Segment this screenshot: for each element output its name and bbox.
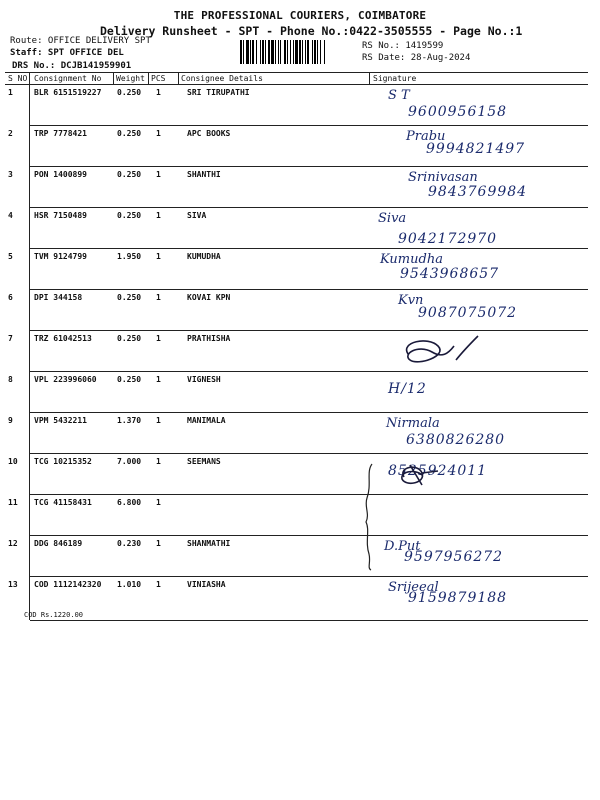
row-consignment-number: VPM 5432211 xyxy=(34,416,87,425)
column-divider xyxy=(369,72,370,84)
row-divider xyxy=(30,576,588,577)
row-divider xyxy=(30,494,588,495)
row-consignment-number: TCG 41158431 xyxy=(34,498,92,507)
signature-phone: 9042172970 xyxy=(398,231,498,247)
signature-name: Nirmala xyxy=(386,416,440,431)
row-pcs: 1 xyxy=(156,580,161,589)
signature-phone: 9600956158 xyxy=(408,104,508,120)
signature-name: Siva xyxy=(378,211,407,226)
row-pcs: 1 xyxy=(156,334,161,343)
table-header-rule xyxy=(5,84,588,85)
row-sno: 7 xyxy=(8,334,13,343)
signature-phone: 6380826280 xyxy=(406,432,506,448)
signature-cell xyxy=(368,250,588,288)
signature-name: D.Put xyxy=(384,539,421,554)
header-sno: S NO xyxy=(8,74,28,83)
row-pcs: 1 xyxy=(156,252,161,261)
signature-cell xyxy=(368,414,588,452)
row-sno: 8 xyxy=(8,375,13,384)
row-pcs: 1 xyxy=(156,498,161,507)
signature-name: Srinivasan xyxy=(408,170,478,185)
row-consignee: SIVA xyxy=(187,211,207,220)
barcode-image xyxy=(240,40,354,64)
header-pcs: PCS xyxy=(151,74,166,83)
row-weight: 0.250 xyxy=(117,375,142,384)
row-divider xyxy=(30,620,588,621)
row-pcs: 1 xyxy=(156,457,161,466)
row-weight: 0.250 xyxy=(117,129,142,138)
rs-number: RS No.: 1419599 xyxy=(362,41,444,51)
row-pcs: 1 xyxy=(156,170,161,179)
row-sno: 10 xyxy=(8,457,18,466)
row-pcs: 1 xyxy=(156,539,161,548)
row-divider xyxy=(30,289,588,290)
row-consignment-number: PON 1400899 xyxy=(34,170,87,179)
row-consignee: SRI TIRUPATHI xyxy=(187,88,250,97)
row-sno: 1 xyxy=(8,88,13,97)
row-consignment-number: VPL 223996060 xyxy=(34,375,97,384)
drs-number: DRS No.: DCJB141959901 xyxy=(12,61,132,71)
row-weight: 1.950 xyxy=(117,252,142,261)
cod-amount-note: COD Rs.1220.00 xyxy=(24,611,84,619)
row-divider xyxy=(30,125,588,126)
signature-cell xyxy=(368,86,588,124)
row-weight: 0.250 xyxy=(117,334,142,343)
row-pcs: 1 xyxy=(156,88,161,97)
row-divider xyxy=(30,371,588,372)
row-pcs: 1 xyxy=(156,129,161,138)
row-pcs: 1 xyxy=(156,293,161,302)
signature-cell xyxy=(368,168,588,206)
row-consignment-number: BLR 6151519227 xyxy=(34,88,102,97)
signature-name: Prabu xyxy=(406,129,446,144)
row-consignee: SHANTHI xyxy=(187,170,221,179)
column-divider xyxy=(113,72,114,84)
signature-phone: H/12 xyxy=(388,381,427,397)
signature-scribble xyxy=(398,332,488,372)
signature-cell xyxy=(368,537,588,575)
signature-scribble xyxy=(392,455,482,495)
row-divider xyxy=(30,535,588,536)
row-sno: 11 xyxy=(8,498,18,507)
row-sno: 13 xyxy=(8,580,18,589)
row-sno: 4 xyxy=(8,211,13,220)
signature-name: Kumudha xyxy=(380,252,443,267)
row-consignment-number: DPI 344158 xyxy=(34,293,83,302)
company-title: THE PROFESSIONAL COURIERS, COIMBATORE xyxy=(173,9,427,22)
row-weight: 1.370 xyxy=(117,416,142,425)
signature-phone: 9843769984 xyxy=(428,184,528,200)
row-consignee: SEEMANS xyxy=(187,457,221,466)
signature-phone: 9994821497 xyxy=(426,141,526,157)
signature-phone: 9543968657 xyxy=(400,266,500,282)
signature-cell xyxy=(368,373,588,411)
row-consignee: APC BOOKS xyxy=(187,129,231,138)
row-pcs: 1 xyxy=(156,416,161,425)
row-consignee: MANIMALA xyxy=(187,416,226,425)
row-consignment-number: TCG 10215352 xyxy=(34,457,92,466)
row-sno: 12 xyxy=(8,539,18,548)
row-sno: 6 xyxy=(8,293,13,302)
column-divider xyxy=(178,72,179,84)
signature-cell xyxy=(368,291,588,329)
signature-phone: 9597956272 xyxy=(404,549,504,565)
row-consignee: PRATHISHA xyxy=(187,334,231,343)
signature-phone: 9087075072 xyxy=(418,305,518,321)
table-top-rule xyxy=(5,72,588,73)
header-consignee: Consignee Details xyxy=(181,74,263,83)
row-weight: 1.010 xyxy=(117,580,142,589)
column-divider xyxy=(148,72,149,84)
rs-date: RS Date: 28-Aug-2024 xyxy=(362,53,471,63)
header-consignment: Consignment No xyxy=(34,74,102,83)
row-consignee: VIGNESH xyxy=(187,375,221,384)
row-weight: 0.250 xyxy=(117,293,142,302)
row-consignee: KOVAI KPN xyxy=(187,293,231,302)
row-pcs: 1 xyxy=(156,211,161,220)
row-weight: 0.250 xyxy=(117,88,142,97)
signature-cell xyxy=(368,209,588,247)
row-consignee: VINIASHA xyxy=(187,580,226,589)
row-divider xyxy=(30,207,588,208)
header-signature: Signature xyxy=(373,74,417,83)
column-divider xyxy=(29,72,30,620)
row-consignment-number: DDG 846189 xyxy=(34,539,83,548)
staff-label: Staff: SPT OFFICE DEL xyxy=(10,48,124,58)
route-label: Route: OFFICE DELIVERY SPT xyxy=(10,36,151,46)
signature-cell xyxy=(368,127,588,165)
row-divider xyxy=(30,248,588,249)
signature-phone: 9159879188 xyxy=(408,590,508,606)
row-weight: 7.000 xyxy=(117,457,142,466)
signature-cell xyxy=(368,496,588,534)
row-consignee: SHANMATHI xyxy=(187,539,231,548)
row-divider xyxy=(30,330,588,331)
row-consignment-number: TRP 7778421 xyxy=(34,129,87,138)
runsheet-subtitle: Delivery Runsheet - SPT - Phone No.:0422-3505555 - Page No.:1 xyxy=(100,24,523,38)
bracket-mark xyxy=(363,462,377,572)
row-divider xyxy=(30,412,588,413)
row-consignee: KUMUDHA xyxy=(187,252,221,261)
row-divider xyxy=(30,166,588,167)
row-weight: 0.230 xyxy=(117,539,142,548)
row-sno: 2 xyxy=(8,129,13,138)
row-weight: 0.250 xyxy=(117,211,142,220)
row-divider xyxy=(30,453,588,454)
row-weight: 0.250 xyxy=(117,170,142,179)
row-consignment-number: HSR 7150489 xyxy=(34,211,87,220)
row-pcs: 1 xyxy=(156,375,161,384)
signature-phone: 8525924011 xyxy=(388,463,488,479)
row-sno: 5 xyxy=(8,252,13,261)
row-consignment-number: TVM 9124799 xyxy=(34,252,87,261)
header-weight: Weight xyxy=(116,74,145,83)
signature-name: Kvn xyxy=(398,293,424,308)
signature-cell xyxy=(368,578,588,616)
row-consignment-number: TRZ 61042513 xyxy=(34,334,92,343)
row-weight: 6.800 xyxy=(117,498,142,507)
signature-name: S T xyxy=(388,88,410,103)
row-consignment-number: COD 1112142320 xyxy=(34,580,102,589)
row-sno: 3 xyxy=(8,170,13,179)
signature-name: Srijeeal xyxy=(388,580,439,595)
row-sno: 9 xyxy=(8,416,13,425)
